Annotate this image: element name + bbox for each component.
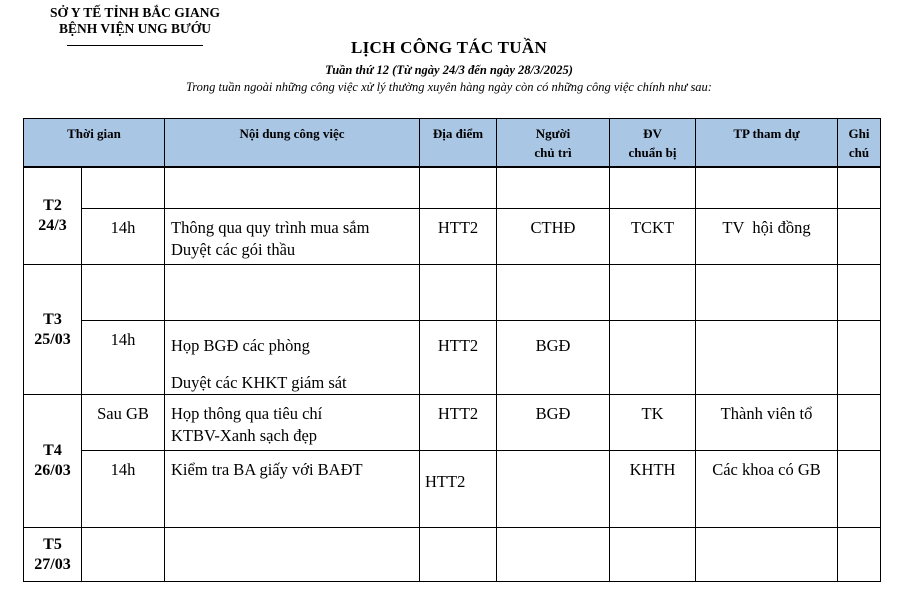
col-header-attendees: TP tham dự <box>696 119 838 167</box>
day-label: T3 <box>43 310 62 328</box>
table-row <box>24 395 881 451</box>
col-header-host <box>497 119 610 167</box>
host-cell: BGĐ <box>497 395 610 451</box>
empty-cell <box>838 168 881 209</box>
week-subtitle: Tuần thứ 12 (Từ ngày 24/3 đến ngày 28/3/2025) <box>325 63 573 77</box>
time-cell: 14h <box>82 321 165 395</box>
col-header-note-line2: chú <box>848 145 870 160</box>
content-cell <box>165 321 420 395</box>
day-cell-t4 <box>24 395 82 528</box>
empty-cell <box>696 168 838 209</box>
prep-cell: TK <box>610 395 696 451</box>
col-header-prep-line1: ĐV <box>643 126 662 141</box>
attendees-cell <box>696 321 838 395</box>
place-cell: HTT2 <box>420 209 497 265</box>
table-row <box>24 265 881 321</box>
empty-cell <box>497 528 610 582</box>
prep-cell <box>610 321 696 395</box>
table-row <box>24 321 881 395</box>
col-header-host-line2: chủ trì <box>534 145 572 160</box>
empty-cell <box>497 265 610 321</box>
note-cell <box>838 321 881 395</box>
day-label: T4 <box>43 442 62 459</box>
org-name-hospital: BỆNH VIỆN UNG BƯỚU <box>59 21 211 36</box>
col-header-time: Thời gian <box>24 119 165 167</box>
content-line: Duyệt các gói thầu <box>171 240 296 259</box>
empty-cell <box>420 168 497 209</box>
table-row <box>24 528 881 582</box>
note-cell <box>838 395 881 451</box>
day-label: T2 <box>43 197 62 214</box>
place-cell: HTT2 <box>420 451 497 528</box>
content-line: KTBV-Xanh sạch đẹp <box>171 426 318 445</box>
empty-cell <box>610 265 696 321</box>
intro-text: Trong tuần ngoài những công việc xử lý thường xuyên hàng ngày còn có những công việc chính như sau: <box>186 80 712 94</box>
attendees-cell: TV hội đồng <box>696 209 838 265</box>
day-date: 25/03 <box>34 330 71 348</box>
col-header-prep <box>610 119 696 167</box>
table-row <box>24 168 881 209</box>
org-name-department: SỞ Y TẾ TỈNH BẮC GIANG <box>50 5 220 20</box>
content-cell <box>165 209 420 265</box>
attendees-cell: Thành viên tổ <box>696 395 838 451</box>
schedule-table <box>23 118 881 582</box>
prep-cell: KHTH <box>610 451 696 528</box>
empty-cell <box>610 168 696 209</box>
host-cell: BGĐ <box>497 321 610 395</box>
empty-cell <box>82 168 165 209</box>
empty-cell <box>82 528 165 582</box>
page-title: LỊCH CÔNG TÁC TUẦN <box>350 38 548 57</box>
table-header-row <box>24 119 881 167</box>
host-cell <box>497 451 610 528</box>
day-cell-t2 <box>24 168 82 265</box>
note-cell <box>838 451 881 528</box>
empty-cell <box>610 528 696 582</box>
content-line: Kiểm tra BA giấy với BAĐT <box>171 460 363 479</box>
day-cell-t5 <box>24 528 82 582</box>
empty-cell <box>82 265 165 321</box>
host-cell: CTHĐ <box>497 209 610 265</box>
table-row <box>24 209 881 265</box>
day-date: 26/03 <box>34 462 71 479</box>
place-cell: HTT2 <box>420 395 497 451</box>
empty-cell <box>165 168 420 209</box>
empty-cell <box>420 528 497 582</box>
content-cell <box>165 451 420 528</box>
day-date: 27/03 <box>34 555 71 573</box>
content-line: Thông qua quy trình mua sắm <box>171 218 370 237</box>
note-cell <box>838 209 881 265</box>
empty-cell <box>420 265 497 321</box>
day-label: T5 <box>43 535 62 553</box>
content-line: Họp BGĐ các phòng <box>171 336 310 355</box>
empty-cell <box>165 265 420 321</box>
empty-cell <box>165 528 420 582</box>
col-header-place: Địa điểm <box>420 119 497 167</box>
organization-block <box>10 5 260 37</box>
attendees-cell: Các khoa có GB <box>696 451 838 528</box>
col-header-note-line1: Ghi <box>848 126 870 141</box>
day-date: 24/3 <box>38 217 67 234</box>
content-cell <box>165 395 420 451</box>
col-header-note <box>838 119 881 167</box>
day-cell-t3 <box>24 265 82 395</box>
col-header-host-line1: Người <box>535 126 571 141</box>
prep-cell: TCKT <box>610 209 696 265</box>
time-cell: 14h <box>82 209 165 265</box>
col-header-content: Nội dung công việc <box>165 119 420 167</box>
time-cell: 14h <box>82 451 165 528</box>
time-cell: Sau GB <box>82 395 165 451</box>
col-header-prep-line2: chuẩn bị <box>628 145 677 160</box>
content-line: Duyệt các KHKT giám sát <box>171 373 347 392</box>
place-cell: HTT2 <box>420 321 497 395</box>
empty-cell <box>838 528 881 582</box>
empty-cell <box>696 528 838 582</box>
empty-cell <box>497 168 610 209</box>
table-row <box>24 451 881 528</box>
content-gap <box>171 357 419 372</box>
empty-cell <box>838 265 881 321</box>
empty-cell <box>696 265 838 321</box>
content-line: Họp thông qua tiêu chí <box>171 404 323 423</box>
